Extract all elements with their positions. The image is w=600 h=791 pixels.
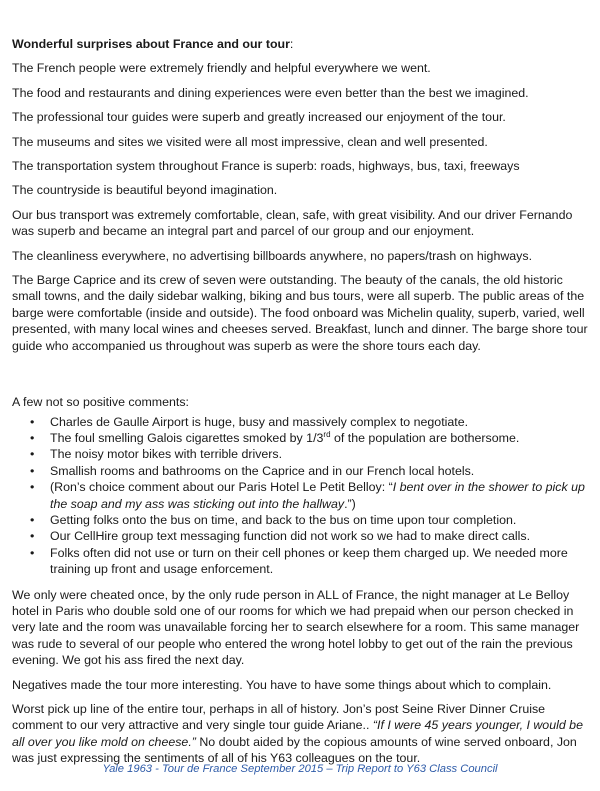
list-item: [50, 430, 590, 446]
positive-paragraph: The countryside is beautiful beyond imagination.: [12, 183, 278, 198]
positive-paragraph: The professional tour guides were superb and greatly increased our enjoyment of the tour.: [12, 110, 506, 125]
list-item: • Getting folks onto the bus on time, and back to the bus on time upon tour completion.: [50, 512, 590, 528]
cheated-paragraph: We only were cheated once, by the only rude person in ALL of France, the night manager at Le Belloy hotel in Paris who double sold one of our rooms for which we had prepaid when our person checked in very late and the room was unavailable forcing her to search elsewhere for a room. This same manager was rude to several of our people who entered the wrong hotel lobby to get out of the rain the previous evening. We got his ass fired the next day.: [12, 587, 580, 668]
spacer: [12, 362, 590, 394]
report-body: [12, 36, 590, 775]
positive-paragraph: The cleanliness everywhere, no advertising billboards anywhere, no papers/trash on highways.: [12, 248, 533, 263]
list-item: • Charles de Gaulle Airport is huge, busy and massively complex to negotiate.: [50, 414, 590, 430]
positive-paragraph: The transportation system throughout France is superb: roads, highways, bus, taxi, freeways: [12, 159, 520, 174]
item-text: .”): [344, 496, 356, 511]
positive-paragraph: The museums and sites we visited were all most impressive, clean and well presented.: [12, 134, 488, 149]
superscript: rd: [323, 429, 331, 439]
heading-colon: :: [289, 37, 294, 51]
positive-paragraph: Our bus transport was extremely comfortable, clean, safe, with great visibility. And our driver Fernando was superb and became an integral part and parcel of our group and our enjoyment.: [12, 207, 573, 239]
heading-text: Wonderful surprises about France and our tour: [12, 37, 290, 51]
item-text: The foul smelling Galois cigarettes smoked by 1/3: [50, 430, 324, 445]
list-item: • Our CellHire group text messaging function did not work so we had to make direct calls.: [50, 528, 590, 544]
positive-paragraph: The Barge Caprice and its crew of seven were outstanding. The beauty of the canals, the old historic small towns, and the daily sidebar walking, biking and bus tours, were all superb. The public areas of the barge were comfortable (inside and outside). The food onboard was Michelin quality, superb, varied, well presented, with many local wines and cheeses served. Breakfast, lunch and dinner. The barge shore tour guide who accompanied us throughout was superb as were the shore tours each day.: [12, 273, 588, 353]
pickup-paragraph: [12, 701, 590, 767]
list-item: • Folks often did not use or turn on their cell phones or keep them charged up. We needed more training up front and usage enforcement.: [50, 545, 590, 578]
item-text: of the population are bothersome.: [330, 430, 520, 445]
quote-text: I bent over in the shower to pick up the soap and my ass was sticking out into the hallway: [50, 480, 585, 511]
pickup-text: No doubt aided by the copious amounts of wine served onboard, Jon was just expressing the sentiments of all of his Y63 colleagues on the tour.: [12, 734, 577, 766]
quote-text: “If I were 45 years younger, I would be all over you like mold on cheese.”: [12, 718, 583, 749]
negatives-intro: A few not so positive comments:: [12, 395, 189, 410]
negatives-made-paragraph: Negatives made the tour more interesting. You have to have some things about which to complain.: [12, 677, 552, 692]
list-item: [50, 479, 590, 512]
list-item: • The noisy motor bikes with terrible drivers.: [50, 446, 590, 462]
section-heading: [12, 36, 590, 52]
negatives-list: [12, 414, 590, 578]
positive-paragraph: The French people were extremely friendly and helpful everywhere we went.: [12, 61, 431, 76]
pickup-text: Worst pick up line of the entire tour, perhaps in all of history. Jon’s post Seine River Dinner Cruise comment to our very attractive and very single tour guide Ariane..: [12, 702, 546, 733]
positive-paragraph: The food and restaurants and dining experiences were even better than the best we imagined.: [12, 85, 529, 100]
page-footer: Yale 1963 - Tour de France September 2015 – Trip Report to Y63 Class Council: [102, 763, 498, 775]
list-item: • Smallish rooms and bathrooms on the Caprice and in our French local hotels.: [50, 463, 590, 479]
item-text: (Ron’s choice comment about our Paris Hotel Le Petit Belloy: “: [50, 480, 393, 495]
